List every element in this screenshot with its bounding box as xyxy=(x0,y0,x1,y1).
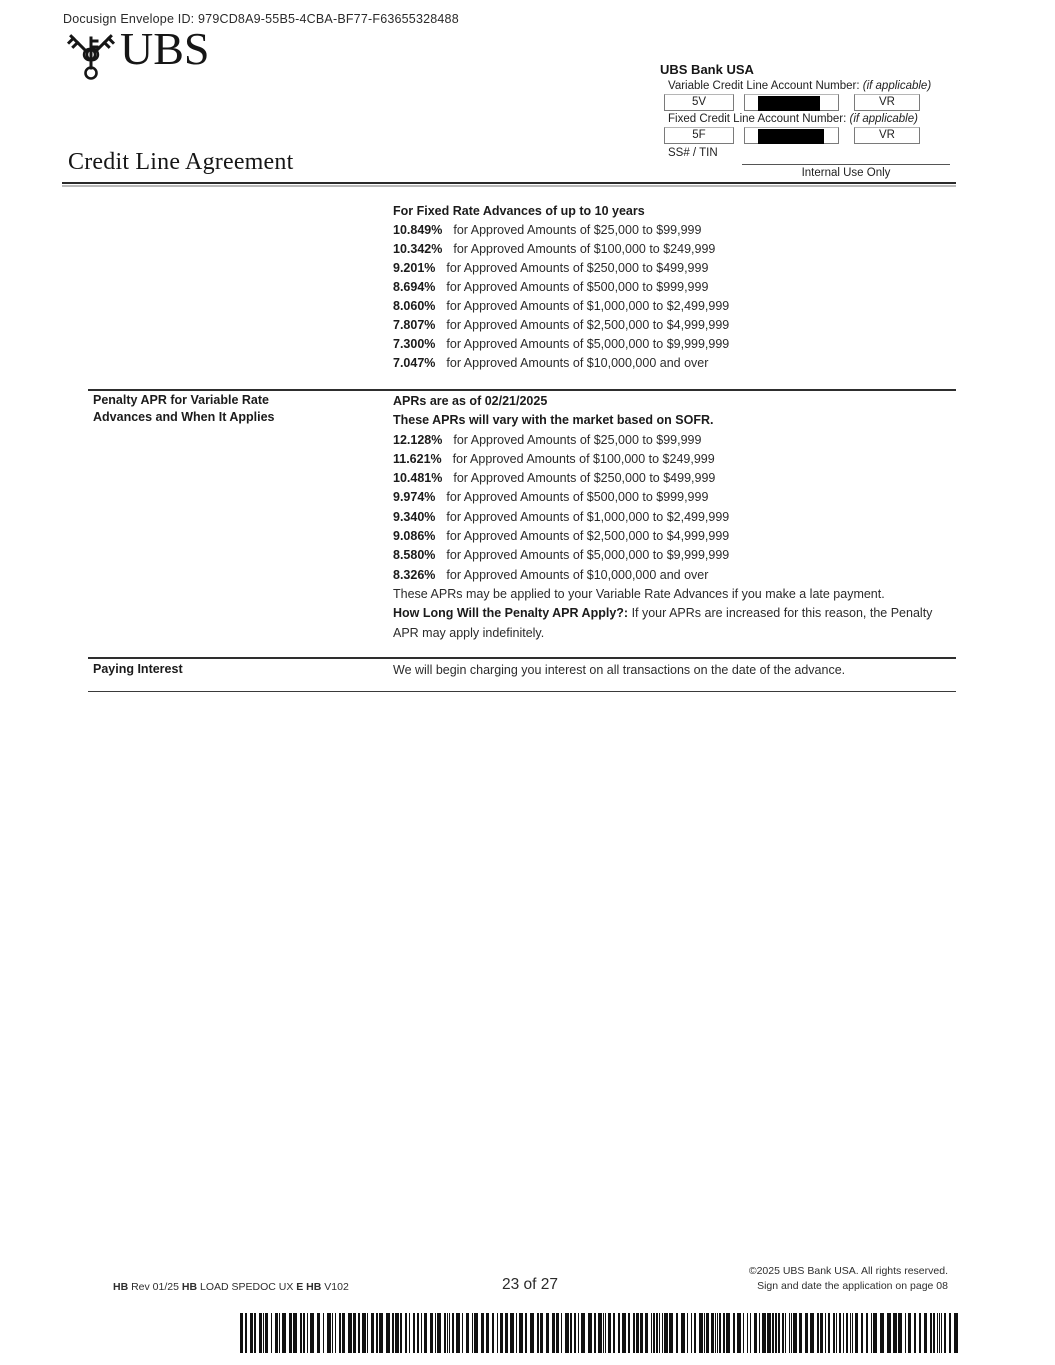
rate-value: 7.047% xyxy=(393,356,436,370)
ubs-three-keys-icon xyxy=(64,30,118,82)
rate-row xyxy=(393,278,958,297)
rate-value: 11.621% xyxy=(393,451,442,466)
bank-account-block xyxy=(660,62,956,179)
internal-use-block xyxy=(742,164,950,179)
doc-code-segment: Rev 01/25 xyxy=(131,1281,182,1293)
rate-desc: for Approved Amounts of $10,000,000 and over xyxy=(446,356,709,370)
rate-value: 8.580% xyxy=(393,548,436,563)
paying-interest-label: Paying Interest xyxy=(93,662,183,676)
rate-value: 8.326% xyxy=(393,567,436,582)
ssn-tin-label: SS# / TIN xyxy=(668,147,718,159)
rate-desc: for Approved Amounts of $100,000 to $249,999 xyxy=(452,451,715,466)
penalty-apr-label xyxy=(93,392,378,425)
rate-value: 8.694% xyxy=(393,280,436,294)
rate-row xyxy=(393,354,958,373)
fixed-rate-heading: For Fixed Rate Advances of up to 10 years xyxy=(393,204,645,218)
rate-desc: for Approved Amounts of $25,000 to $99,999 xyxy=(453,432,702,447)
rate-desc: for Approved Amounts of $250,000 to $499,999 xyxy=(453,471,716,486)
rate-desc: for Approved Amounts of $10,000,000 and over xyxy=(446,567,709,582)
footer-copyright-block xyxy=(600,1264,948,1294)
penalty-as-of: APRs are as of 02/21/2025 xyxy=(393,394,548,408)
redaction-bar xyxy=(758,96,820,111)
rate-row xyxy=(393,450,958,469)
footer-doc-code xyxy=(113,1281,349,1293)
sign-note: Sign and date the application on page 08 xyxy=(757,1280,948,1292)
rate-value: 9.974% xyxy=(393,490,436,505)
rate-value: 9.201% xyxy=(393,261,436,275)
rate-value: 7.807% xyxy=(393,318,436,332)
how-long-label: How Long Will the Penalty APR Apply?: xyxy=(393,606,629,621)
paying-interest-text: We will begin charging you interest on all transactions on the date of the advance. xyxy=(393,663,846,677)
variable-account-fields xyxy=(660,94,956,111)
paying-interest-label-cell xyxy=(93,661,378,678)
penalty-label-line1: Penalty APR for Variable Rate xyxy=(93,393,269,407)
ubs-logo-text: UBS xyxy=(120,23,210,74)
page-number: 23 of 27 xyxy=(501,1276,559,1293)
barcode xyxy=(240,1313,962,1353)
fixed-prefix-field[interactable]: 5F xyxy=(664,127,734,144)
rate-row xyxy=(393,566,958,585)
penalty-apr-body xyxy=(393,392,958,643)
fixed-rate-section xyxy=(393,202,958,373)
bank-name: UBS Bank USA xyxy=(660,62,754,77)
fixed-if-applicable: (if applicable) xyxy=(849,113,918,125)
penalty-label-line2: Advances and When It Applies xyxy=(93,409,275,424)
variable-number-field[interactable] xyxy=(744,94,839,111)
fixed-suffix-field[interactable]: VR xyxy=(854,127,920,144)
rate-desc: for Approved Amounts of $5,000,000 to $9,999,999 xyxy=(446,337,730,351)
section-rule xyxy=(88,657,956,659)
rate-value: 10.481% xyxy=(393,471,443,486)
copyright-text: ©2025 UBS Bank USA. All rights reserved. xyxy=(748,1265,948,1277)
fixed-label-text: Fixed Credit Line Account Number: xyxy=(668,113,847,125)
docusign-envelope-id: Docusign Envelope ID: 979CD8A9-55B5-4CBA-BF77-F63655328488 xyxy=(63,12,459,26)
doc-code-segment: V102 xyxy=(324,1281,349,1293)
variable-prefix-field[interactable]: 5V xyxy=(664,94,734,111)
rate-value: 8.060% xyxy=(393,299,436,313)
how-long-text: If your APRs are increased for this reason, the Penalty APR may apply indefinitely. xyxy=(393,606,933,640)
rate-row xyxy=(393,546,958,565)
penalty-how-long xyxy=(393,604,958,643)
rate-desc: for Approved Amounts of $2,500,000 to $4,999,999 xyxy=(446,318,730,332)
rate-desc: for Approved Amounts of $1,000,000 to $2,499,999 xyxy=(446,509,730,524)
variable-if-applicable: (if applicable) xyxy=(862,80,932,92)
doc-code-segment: HB xyxy=(113,1281,132,1293)
section-rule xyxy=(88,691,956,692)
rate-row xyxy=(393,316,958,335)
rate-desc: for Approved Amounts of $2,500,000 to $4,999,999 xyxy=(446,529,730,544)
doc-code-segment: LOAD SPEDOC UX xyxy=(199,1281,297,1293)
rate-value: 9.086% xyxy=(393,529,436,544)
fixed-account-label xyxy=(668,113,956,125)
doc-code-segment: HB xyxy=(181,1281,200,1293)
rate-value: 9.340% xyxy=(393,509,436,524)
rate-row xyxy=(393,469,958,488)
rate-row xyxy=(393,431,958,450)
rate-value: 10.849% xyxy=(393,223,443,237)
redaction-bar xyxy=(758,129,824,144)
header-rule xyxy=(62,182,956,184)
variable-label-text: Variable Credit Line Account Number: xyxy=(668,80,860,92)
rate-value: 12.128% xyxy=(393,432,443,447)
section-rule xyxy=(88,389,956,391)
rate-desc: for Approved Amounts of $100,000 to $249,999 xyxy=(453,242,716,256)
paying-interest-body xyxy=(393,661,958,680)
rate-row xyxy=(393,297,958,316)
rate-desc: for Approved Amounts of $250,000 to $499,999 xyxy=(446,261,709,275)
page-title: Credit Line Agreement xyxy=(68,149,294,175)
rate-row xyxy=(393,259,958,278)
rate-row xyxy=(393,488,958,507)
fixed-account-fields xyxy=(660,127,956,144)
rate-row xyxy=(393,240,958,259)
rate-desc: for Approved Amounts of $500,000 to $999,999 xyxy=(446,280,709,294)
variable-account-label xyxy=(668,80,956,92)
rate-desc: for Approved Amounts of $25,000 to $99,999 xyxy=(453,223,702,237)
rate-value: 10.342% xyxy=(393,242,443,256)
rate-row xyxy=(393,221,958,240)
doc-code-segment: E HB xyxy=(296,1281,325,1293)
rate-desc: for Approved Amounts of $500,000 to $999,999 xyxy=(446,490,709,505)
rate-desc: for Approved Amounts of $5,000,000 to $9,999,999 xyxy=(446,548,730,563)
rate-row xyxy=(393,335,958,354)
rate-desc: for Approved Amounts of $1,000,000 to $2,499,999 xyxy=(446,299,730,313)
rate-row xyxy=(393,508,958,527)
internal-use-only-label: Internal Use Only xyxy=(801,167,891,179)
variable-suffix-field[interactable]: VR xyxy=(854,94,920,111)
penalty-late-note: These APRs may be applied to your Variable Rate Advances if you make a late payment. xyxy=(393,586,885,601)
rate-row xyxy=(393,527,958,546)
fixed-number-field[interactable] xyxy=(744,127,839,144)
rate-value: 7.300% xyxy=(393,337,436,351)
penalty-vary-note: These APRs will vary with the market based on SOFR. xyxy=(393,413,714,428)
